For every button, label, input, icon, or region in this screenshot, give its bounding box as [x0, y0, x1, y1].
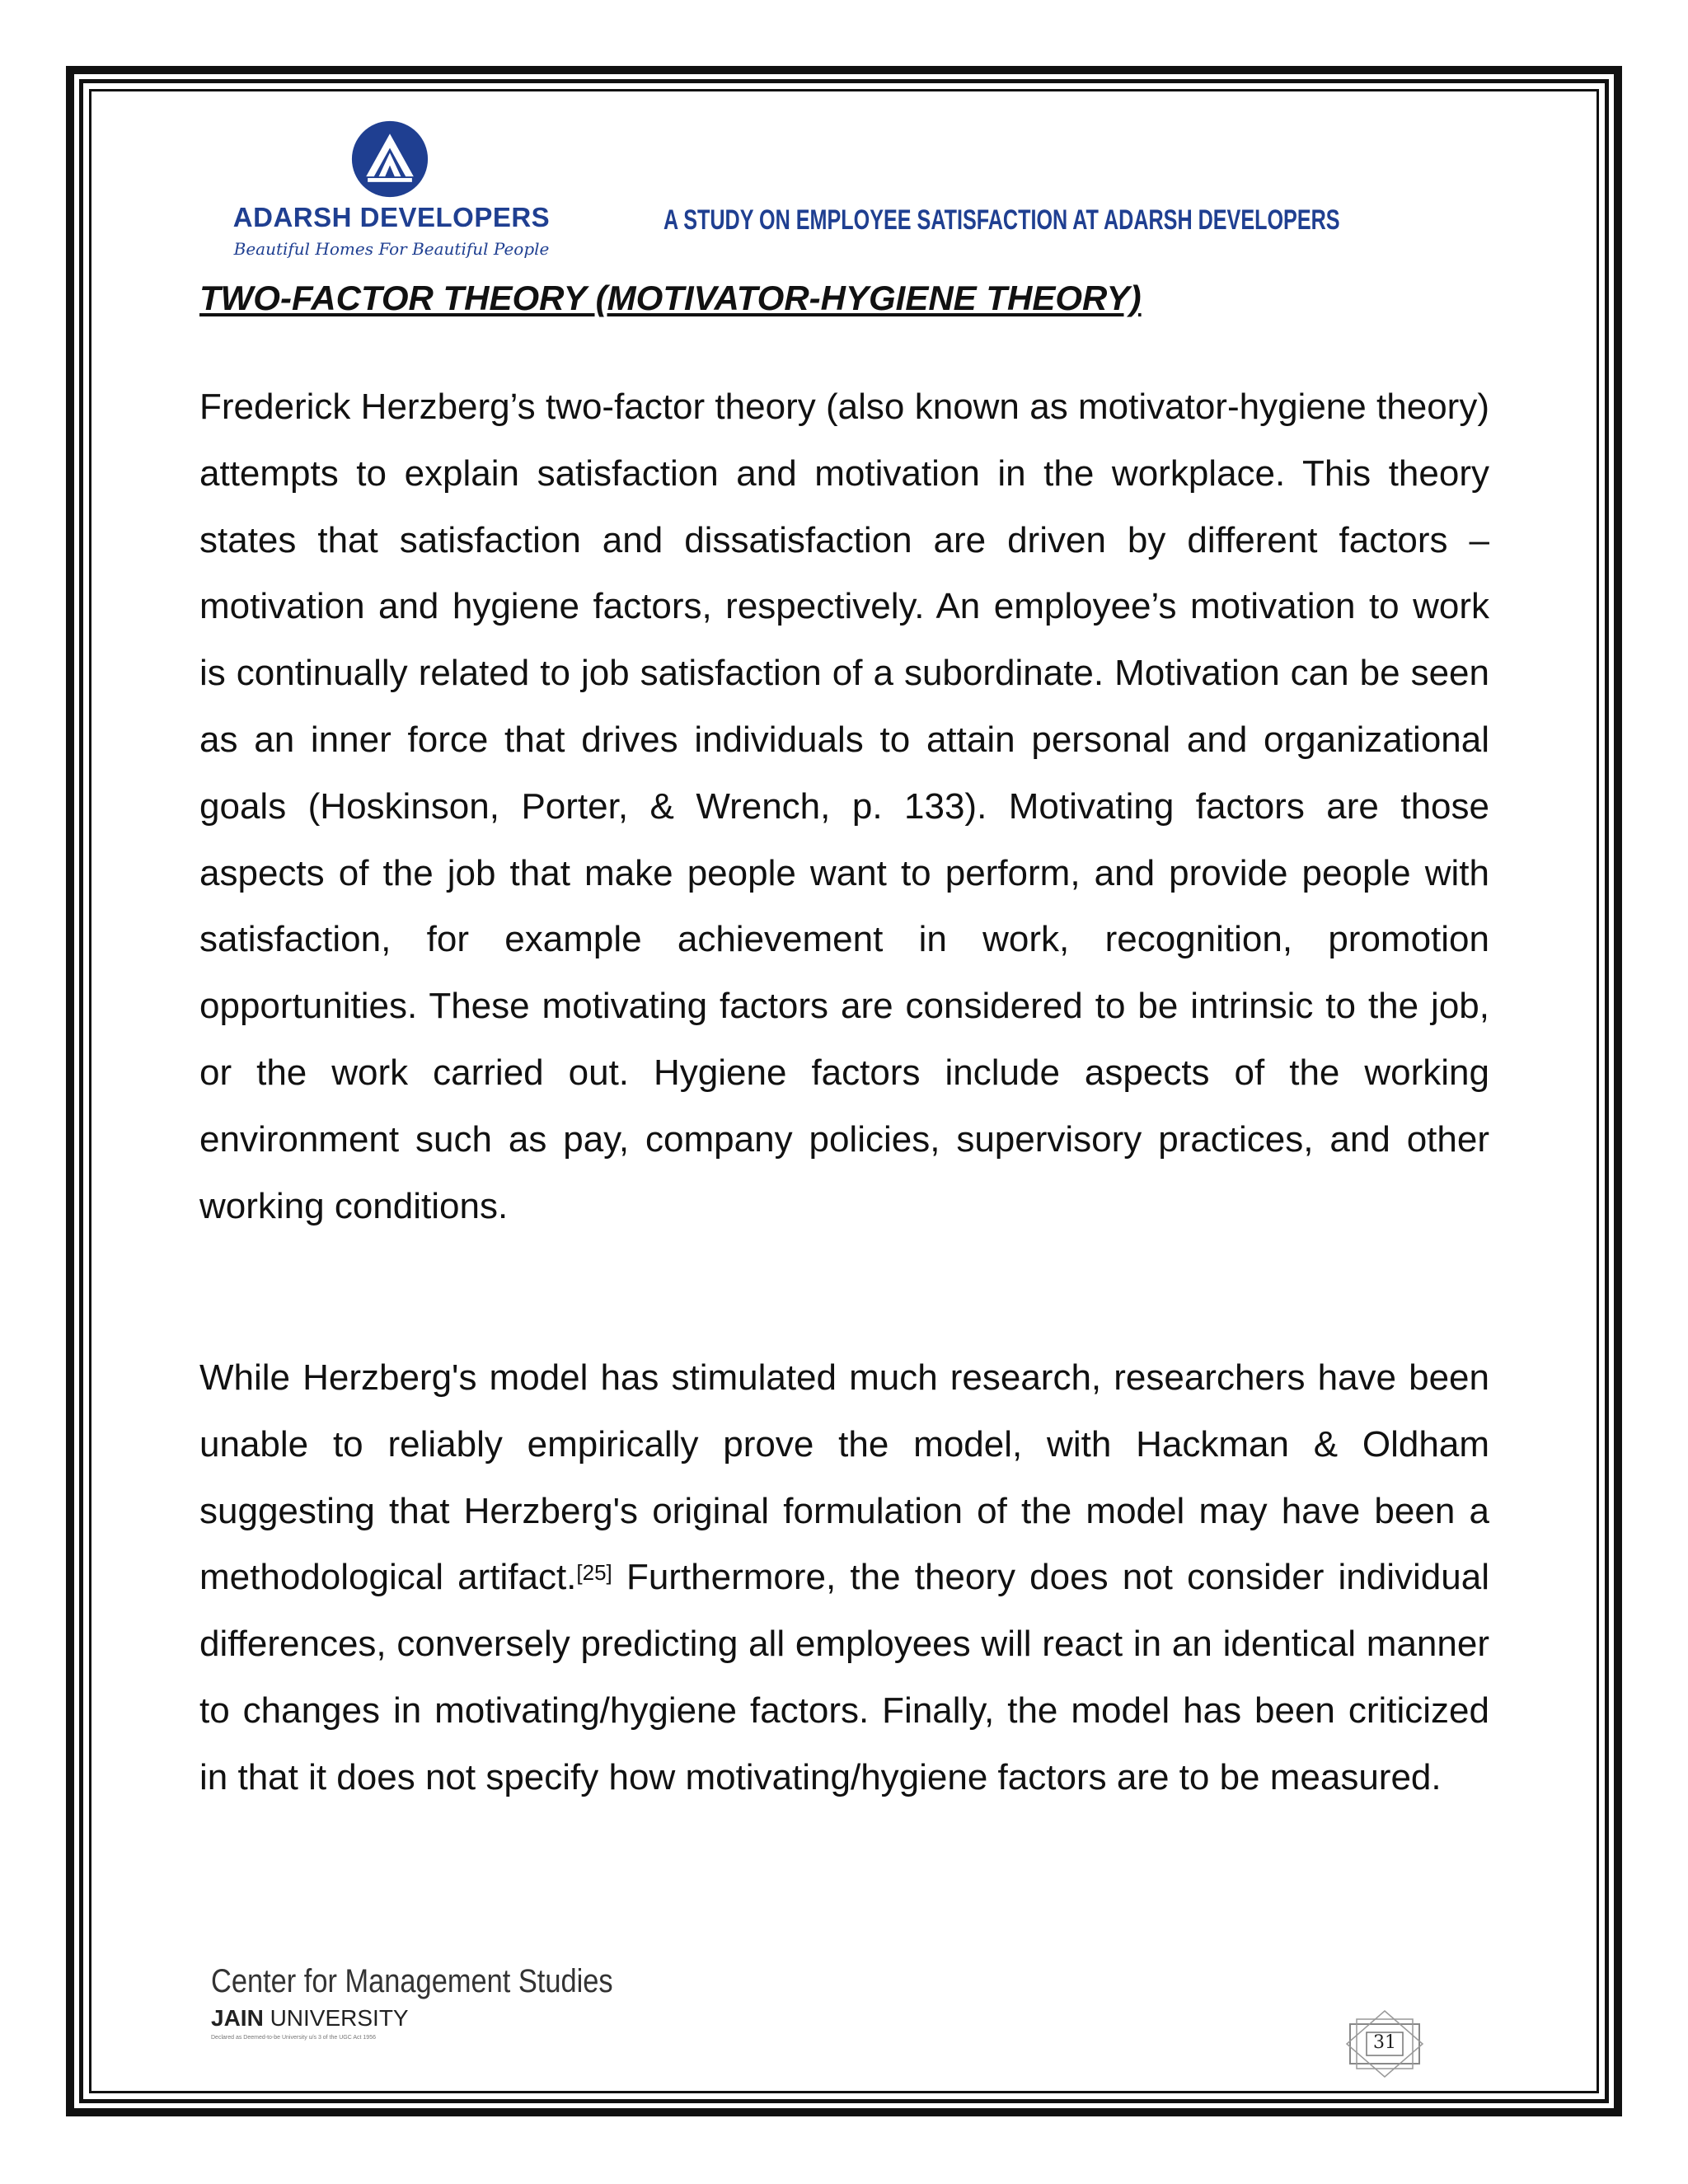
citation-reference: [25] [576, 1560, 612, 1586]
paragraph-2-text-a: While Herzberg's model has stimulated much research, researchers have been unable to reliably empirically prove the model, with Hackman & Oldham suggesting that Herzberg's original formulation of the model may have been a methodological artifact. [199, 1357, 1489, 1598]
university-note: Declared as Deemed-to-be University u/s 3 of the UGC Act 1956 [211, 2035, 376, 2041]
company-name: ADARSH DEVELOPERS [232, 202, 551, 232]
page-number-badge [1343, 2009, 1426, 2079]
footer-institution [211, 1963, 678, 2041]
body-paragraph-1: Frederick Herzberg’s two-factor theory (also known as motivator-hygiene theory) attempts to explain satisfaction and motivation in the workplace. This theory states that satisfaction and dissatisfaction are driven by different factors – motivation and hygiene factors, respectively. An employee’s motivation to work is continually related to job satisfaction of a subordinate. Motivation can be seen as an inner force that drives individuals to attain personal and organizational goals (Hoskinson, Porter, & Wrench, p. 133). Motivating factors are those aspects of the job that make people want to perform, and provide people with satisfaction, for example achievement in work, recognition, promotion opportunities. These motivating factors are considered to be intrinsic to the job, or the work carried out. Hygiene factors include aspects of the working environment such as pay, company policies, supervisory practices, and other working conditions. [199, 387, 1489, 1226]
paragraph-2-text-b: Furthermore, the theory does not consider individual differences, conversely predicting all employees will react in an identical manner to changes in motivating/hygiene factors. Finally, the model has been criticized in that it does not specify how motivating/hygiene factors are to be measured. [199, 1557, 1489, 1797]
section-heading: TWO-FACTOR THEORY (MOTIVATOR-HYGIENE THEORY) [199, 279, 1142, 317]
study-title: A STUDY ON EMPLOYEE SATISFACTION AT ADARSH DEVELOPERS [663, 204, 1340, 236]
center-name: Center for Management Studies [211, 1963, 613, 1999]
university-name-rest: UNIVERSITY [263, 2005, 409, 2031]
page-number: 31 [1373, 2032, 1396, 2053]
university-name [211, 2005, 678, 2032]
company-logo [218, 120, 565, 268]
university-name-bold: JAIN [211, 2005, 264, 2031]
body-paragraph-2 [199, 1345, 1489, 1811]
company-tagline: Beautiful Homes For Beautiful People [233, 239, 550, 259]
adarsh-logo-icon [350, 120, 429, 199]
